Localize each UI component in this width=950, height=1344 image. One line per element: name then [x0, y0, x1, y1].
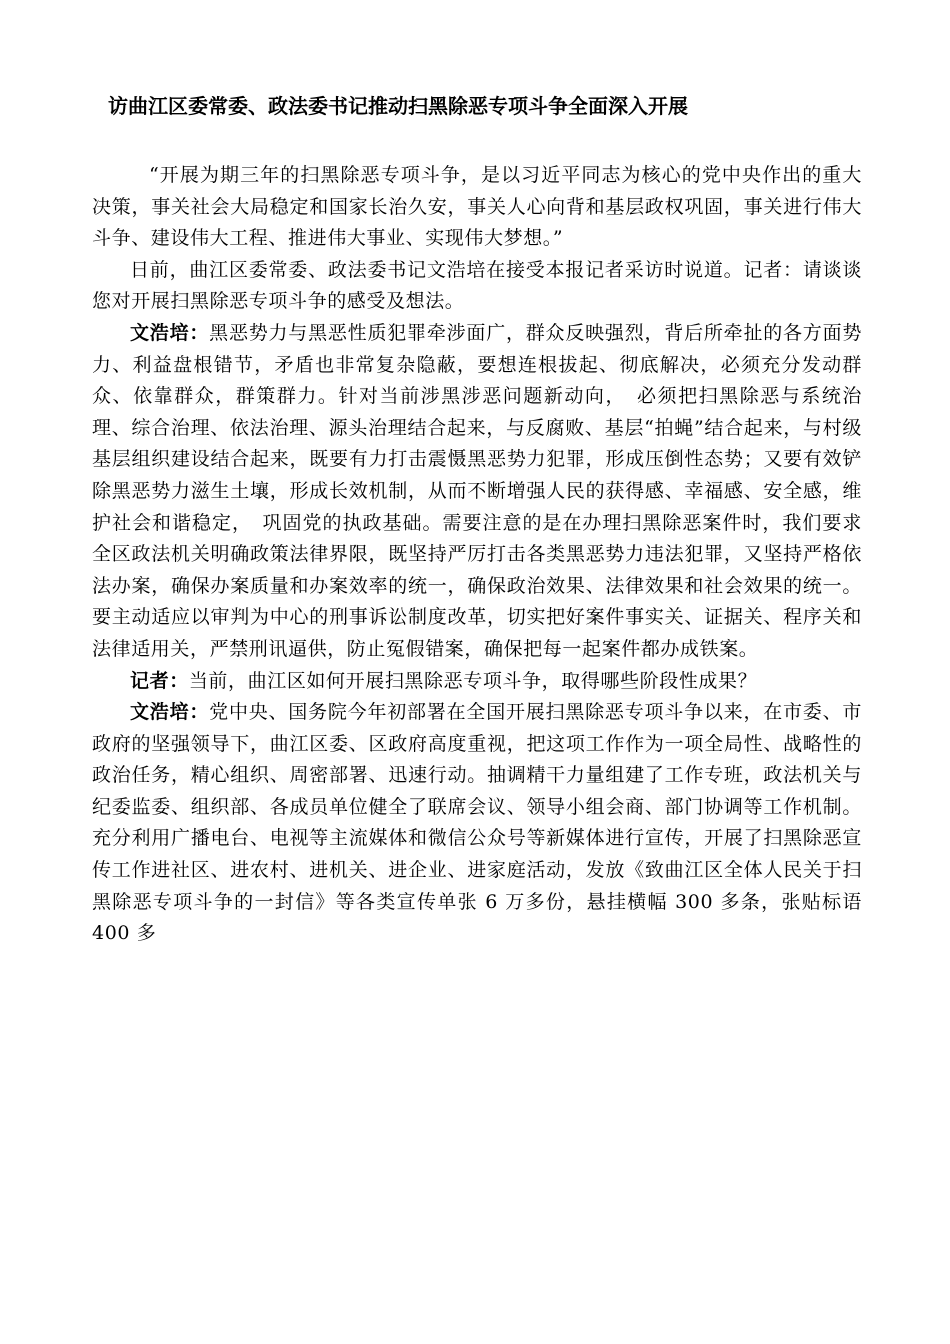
question-text: 当前，曲江区如何开展扫黑除恶专项斗争，取得哪些阶段性成果？ — [188, 669, 758, 692]
article-title: 访曲江区委常委、政法委书记推动扫黑除恶专项斗争全面深入开展 — [108, 94, 688, 118]
answer-text: 党中央、国务院今年初部署在全国开展扫黑除恶专项斗争以来，在市委、市政府的坚强领导下，曲江区委、区政府高度重视，把这项工作作为一项全局性、战略性的政治任务，精心组织、周密部署、迅速行动。抽调精干力量组建了工作专班，政法机关与纪委监委、组织部、各成员单位健全了联席会议、领导小组会商、部门协调等工作机制。充分利用广播电台、电视等主流媒体和微信公众号等新媒体进行宣传，开展了扫黑除恶宣传工作进社区、进农村、进机关、进企业、进家庭活动，发放《致曲江区全体人民关于扫黑除恶专项斗争的一封信》等各类宣传单张 6 万多份，悬挂横幅 300 多条，张贴标语 400 多 — [92, 701, 862, 945]
answer-text: 黑恶势力与黑恶性质犯罪牵涉面广，群众反映强烈，背后所牵扯的各方面势力、利益盘根错节，矛盾也非常复杂隐蔽，要想连根拔起、彻底解决，必须充分发动群众、依靠群众，群策群力。针对当前涉黑涉恶问题新动向， 必须把扫黑除恶与系统治理、综合治理、依法治理、源头治理结合起来，与反腐败、基层“拍蝇”结合起来，与村级基层组织建设结合起来，既要有力打击震慑黑恶势力犯罪，形成压倒性态势；又要有效铲除黑恶势力滋生土壤，形成长效机制，从而不断增强人民的获得感、幸福感、安全感，维护社会和谐稳定， 巩固党的执政基础。需要注意的是在办理扫黑除恶案件时，我们要求全区政法机关明确政策法律界限，既坚持严厉打击各类黑恶势力违法犯罪，又坚持严格依法办案，确保办案质量和办案效率的统一，确保政治效果、法律效果和社会效果的统一。要主动适应以审判为中心的刑事诉讼制度改革，切实把好案件事实关、证据关、程序关和法律适用关，严禁刑讯逼供，防止冤假错案，确保把每一起案件都办成铁案。 — [92, 321, 862, 660]
answer-paragraph-2 — [92, 697, 862, 950]
speaker-label: 记者： — [130, 669, 189, 692]
speaker-label: 文浩培： — [130, 321, 210, 344]
intro-paragraph: 日前，曲江区委常委、政法委书记文浩培在接受本报记者采访时说道。记者：请谈谈您对开展扫黑除恶专项斗争的感受及想法。 — [92, 258, 862, 313]
speaker-label: 文浩培： — [130, 701, 210, 724]
answer-paragraph-1 — [92, 318, 862, 666]
question-paragraph-2 — [92, 666, 862, 698]
intro-quote: “开展为期三年的扫黑除恶专项斗争，是以习近平同志为核心的党中央作出的重大决策，事关社会大局稳定和国家长治久安，事关人心向背和基层政权巩固，事关进行伟大斗争、建设伟大工程、推进伟大事业、实现伟大梦想。” — [92, 164, 862, 250]
article-body — [92, 160, 862, 950]
